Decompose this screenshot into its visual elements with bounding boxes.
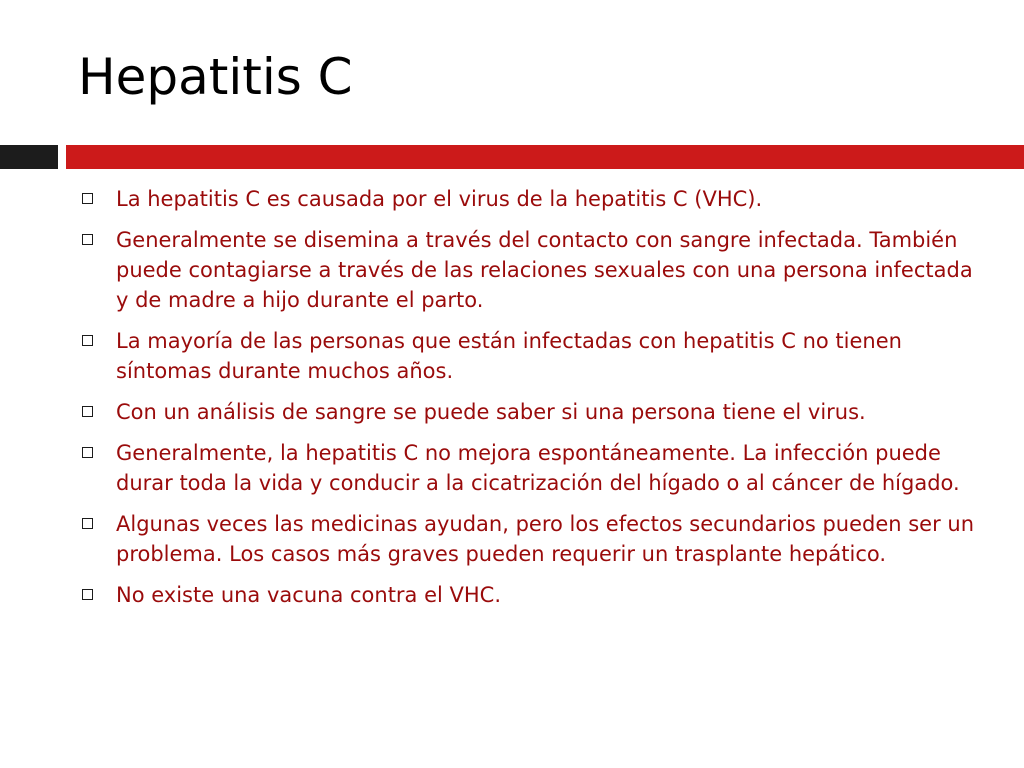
title-underline-red-bar (66, 145, 1024, 169)
bullet-list (80, 184, 980, 621)
bullet-item (80, 225, 980, 315)
bullet-text: Generalmente se disemina a través del contacto con sangre infectada. También puede contagiarse a través de las relaciones sexuales con una persona infectada y de madre a hijo durante el parto. (116, 228, 973, 312)
bullet-item (80, 326, 980, 386)
title-underline-dark-bar (0, 145, 58, 169)
slide-title: Hepatitis C (78, 48, 353, 106)
square-bullet-icon (82, 518, 93, 529)
bullet-text: Generalmente, la hepatitis C no mejora espontáneamente. La infección puede durar toda la vida y conducir a la cicatrización del hígado o al cáncer de hígado. (116, 441, 960, 495)
bullet-item (80, 580, 980, 610)
bullet-text: Con un análisis de sangre se puede saber si una persona tiene el virus. (116, 400, 866, 424)
bullet-text: La mayoría de las personas que están infectadas con hepatitis C no tienen síntomas durante muchos años. (116, 329, 902, 383)
bullet-text: No existe una vacuna contra el VHC. (116, 583, 502, 607)
bullet-item (80, 509, 980, 569)
square-bullet-icon (82, 406, 93, 417)
bullet-item (80, 438, 980, 498)
square-bullet-icon (82, 589, 93, 600)
bullet-item (80, 184, 980, 214)
bullet-text: Algunas veces las medicinas ayudan, pero los efectos secundarios pueden ser un problema. Los casos más graves pueden requerir un trasplante hepático. (116, 512, 975, 566)
square-bullet-icon (82, 193, 93, 204)
square-bullet-icon (82, 335, 93, 346)
square-bullet-icon (82, 447, 93, 458)
bullet-text: La hepatitis C es causada por el virus de la hepatitis C (VHC). (116, 187, 763, 211)
bullet-item (80, 397, 980, 427)
square-bullet-icon (82, 234, 93, 245)
